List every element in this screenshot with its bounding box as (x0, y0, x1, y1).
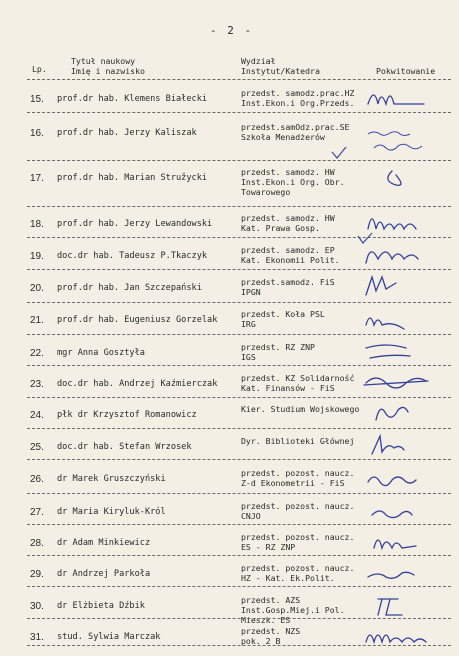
person-name: dr Andrzej Parkoła (57, 569, 151, 579)
table-row (0, 342, 459, 372)
table-row (0, 436, 459, 466)
person-name: prof.dr hab. Marian Stružycki (57, 173, 208, 183)
row-number: 27. (30, 507, 44, 518)
person-name: prof.dr hab. Jan Szczepański (57, 283, 202, 293)
table-row (0, 88, 459, 118)
handwritten-note-16 (360, 126, 452, 160)
row-number: 21. (30, 315, 44, 326)
signature (362, 497, 454, 527)
signature (362, 305, 454, 335)
row-divider (27, 269, 451, 270)
row-divider (27, 160, 451, 161)
department (241, 277, 335, 297)
department-line: przedst. KZ Solidarność (241, 373, 355, 383)
person-name: prof.dr hab. Eugeniusz Gorzelak (57, 315, 218, 325)
department (241, 595, 345, 625)
department-line: przedst. samodz. HW (241, 213, 335, 223)
department (241, 373, 354, 393)
department (241, 563, 354, 583)
signature (362, 464, 454, 494)
table-row (0, 245, 459, 275)
department-line: Kat. Prawa Gosp. (241, 223, 320, 233)
header-title: Tytuł naukowy (71, 56, 136, 66)
table-row (0, 167, 459, 197)
department-line: Kat. Ekonomii Polit. (241, 255, 340, 265)
row-divider (27, 586, 451, 587)
person-name: doc.dr hab. Andrzej Kaźmierczak (57, 379, 218, 389)
department-line: Inst.Gosp.Miej.i Pol. (241, 605, 345, 615)
department-line: Szkoła Menadżerów (241, 132, 325, 142)
department (241, 436, 354, 446)
row-divider (27, 493, 451, 494)
department-line: ES - RZ ZNP (241, 542, 296, 552)
signature (362, 209, 454, 239)
table-row (0, 595, 459, 625)
row-divider (27, 397, 451, 398)
row-divider (27, 365, 451, 366)
table-row (0, 501, 459, 531)
department-line: Towarowego (241, 187, 291, 197)
header-lp: Lp. (32, 64, 47, 74)
row-number: 19. (30, 251, 44, 262)
signature (362, 273, 454, 303)
department-line: przedst. Koła PSL (241, 309, 325, 319)
department-line: IPGN (241, 287, 261, 297)
department (241, 532, 354, 552)
department-line: przedst. NZS (241, 626, 301, 636)
department-line: Kier. Studium Wojskowego (241, 404, 360, 414)
row-number: 17. (30, 173, 44, 184)
department-line: przedst. pozost. naucz. (241, 563, 355, 573)
table-row (0, 213, 459, 243)
row-number: 23. (30, 379, 44, 390)
department (241, 88, 354, 108)
person-name: dr Marek Gruszczyński (57, 474, 166, 484)
department-line: Z-d Ekonometrii - FiS (241, 478, 345, 488)
row-divider (27, 645, 451, 646)
person-name: dr Elżbieta Dźbik (57, 601, 145, 611)
department-line: przedst.samOdz.prac.SE (241, 122, 350, 132)
row-divider (27, 618, 451, 619)
header-signature: Pokwitowanie (376, 66, 436, 76)
row-number: 24. (30, 410, 44, 421)
department-line: przedst. pozost. naucz. (241, 532, 355, 542)
row-divider (27, 302, 451, 303)
department (241, 309, 325, 329)
department-line: Inst.Ekon.i Org.Przeds. (241, 98, 355, 108)
department (241, 213, 335, 233)
row-divider (27, 334, 451, 335)
department-line: HZ - Kat. Ek.Polit. (241, 573, 335, 583)
row-number: 30. (30, 601, 44, 612)
signature (362, 400, 454, 430)
row-number: 26. (30, 474, 44, 485)
row-divider (27, 555, 451, 556)
table-row (0, 626, 459, 656)
department (241, 404, 359, 414)
header-faculty: Wydział (241, 56, 276, 66)
row-divider (27, 428, 451, 429)
department-line: przedst. samodz. EP (241, 245, 335, 255)
signature (362, 528, 454, 558)
department (241, 501, 354, 521)
person-name: prof.dr hab. Klemens Białecki (57, 94, 208, 104)
department-line: CNJO (241, 511, 261, 521)
department-line: IRG (241, 319, 256, 329)
person-name: stud. Sylwia Marczak (57, 632, 161, 642)
department-line: przedst. pozost. naucz. (241, 468, 355, 478)
department-line: Dyr. Biblioteki Głównej (241, 436, 355, 446)
department-line: Kat. Finansów - FiS (241, 383, 335, 393)
row-number: 22. (30, 348, 44, 359)
checkmark-icon (356, 232, 374, 246)
department (241, 167, 345, 197)
header-institute: Instytut/Katedra (241, 66, 320, 76)
table-row (0, 404, 459, 434)
department (241, 626, 300, 646)
department-line: przedst. RZ ZNP (241, 342, 315, 352)
person-name: prof.dr hab. Jerzy Lewandowski (57, 219, 213, 229)
checkmark-icon (330, 146, 348, 160)
table-row (0, 532, 459, 562)
person-name: dr Adam Minkiewicz (57, 538, 151, 548)
row-divider (27, 112, 451, 113)
row-number: 20. (30, 283, 44, 294)
department (241, 245, 340, 265)
header-name: Imię i nazwisko (71, 66, 145, 76)
department-line: Mieszk. ES (241, 615, 291, 625)
table-row (0, 563, 459, 593)
department-line: pok. 2 B (241, 636, 281, 646)
department-line: przedst.samodz. FiS (241, 277, 335, 287)
row-number: 15. (30, 94, 44, 105)
row-divider (27, 459, 451, 460)
person-name: mgr Anna Gosztyła (57, 348, 145, 358)
department (241, 342, 315, 362)
row-divider (27, 524, 451, 525)
person-name: płk dr Krzysztof Romanowicz (57, 410, 197, 420)
row-number: 28. (30, 538, 44, 549)
row-number: 31. (30, 632, 44, 643)
signature (362, 622, 454, 652)
row-divider (27, 206, 451, 207)
row-number: 25. (30, 442, 44, 453)
person-name: dr Maria Kiryluk-Król (57, 507, 166, 517)
signature (362, 163, 454, 193)
department (241, 122, 349, 142)
department-line: przedst. pozost. naucz. (241, 501, 355, 511)
table-row (0, 373, 459, 403)
row-divider (27, 79, 451, 80)
department-line: przedst. samodz. HW (241, 167, 335, 177)
person-name: prof.dr hab. Jerzy Kaliszak (57, 128, 197, 138)
page-number: - 2 - (210, 24, 254, 37)
department (241, 468, 354, 488)
signature (362, 559, 454, 589)
signature (362, 241, 454, 271)
person-name: doc.dr hab. Tadeusz P.Tkaczyk (57, 251, 208, 261)
department-line: IGS (241, 352, 256, 362)
signature (362, 338, 454, 368)
row-number: 16. (30, 128, 44, 139)
signature (362, 591, 454, 621)
person-name: doc.dr hab. Stefan Wrzosek (57, 442, 192, 452)
signature (362, 84, 454, 114)
signature (362, 432, 454, 462)
department-line: Inst.Ekon.i Org. Obr. (241, 177, 345, 187)
department-line: przedst. samodz.prac.HZ (241, 88, 355, 98)
row-number: 18. (30, 219, 44, 230)
signature (362, 369, 454, 399)
row-divider (27, 237, 451, 238)
department-line: przedst. AZS (241, 595, 301, 605)
row-number: 29. (30, 569, 44, 580)
